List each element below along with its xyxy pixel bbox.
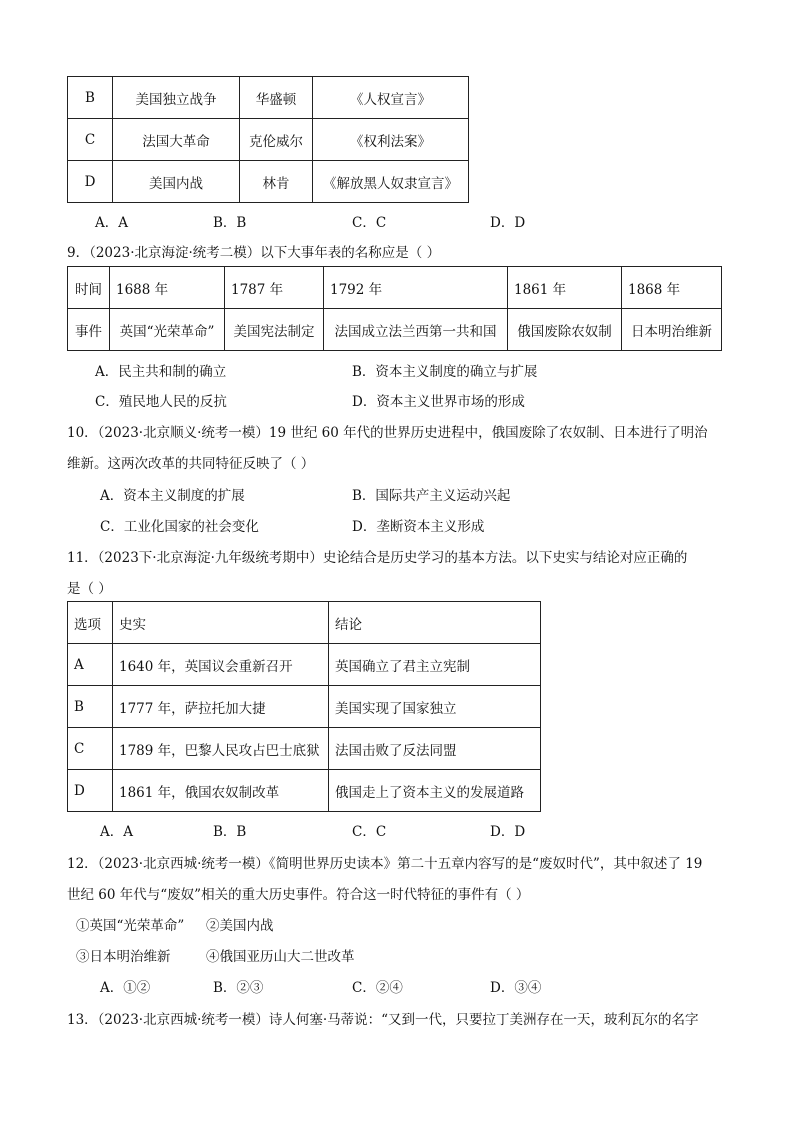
q8-table [67,76,469,203]
q9-table [67,266,722,351]
option-a[interactable]: A．民主共和制的确立 [95,364,227,380]
table-cell: 1868 年 [622,267,722,309]
q11-table [67,601,541,812]
option-b[interactable]: B．国际共产主义运动兴起 [352,488,511,504]
table-cell: C [68,119,113,161]
table-cell: 1640 年，英国议会重新召开 [113,644,329,686]
option-c[interactable]: C．②④ [352,980,403,996]
table-header-cell: 结论 [329,602,541,644]
option-b[interactable]: B．B [213,215,247,231]
option-c[interactable]: C．C [352,824,387,840]
table-cell: A [68,644,113,686]
table-cell: 英国“光荣革命” [110,309,225,351]
option-d[interactable]: D．③④ [490,980,542,996]
table-cell: 1789 年，巴黎人民攻占巴士底狱 [113,728,329,770]
table-cell: 华盛顿 [240,77,313,119]
table-cell: 美国内战 [113,161,240,203]
table-cell: 美国宪法制定 [225,309,324,351]
table-cell: 林肯 [240,161,313,203]
q12-item-1: ①英国“光荣革命” [76,918,185,934]
option-b[interactable]: B．②③ [213,980,264,996]
table-cell: 法国击败了反法同盟 [329,728,541,770]
table-cell: 《权利法案》 [313,119,469,161]
table-cell: B [68,686,113,728]
table-cell: 《解放黑人奴隶宣言》 [313,161,469,203]
table-cell: 克伦威尔 [240,119,313,161]
q10-stem-line2: 维新。这两次改革的共同特征反映了（ ） [67,456,315,472]
table-cell: 美国独立战争 [113,77,240,119]
table-cell: 1777 年，萨拉托加大捷 [113,686,329,728]
option-c[interactable]: C．C [352,215,387,231]
option-d[interactable]: D．垄断资本主义形成 [352,519,485,535]
table-cell: 法国成立法兰西第一共和国 [324,309,508,351]
option-c[interactable]: C．殖民地人民的反抗 [95,394,227,410]
option-d[interactable]: D．资本主义世界市场的形成 [352,394,525,410]
table-cell: 法国大革命 [113,119,240,161]
table-cell: D [68,770,113,812]
q12-item-2: ②美国内战 [206,918,274,934]
table-cell: 美国实现了国家独立 [329,686,541,728]
q10-stem-line1: 10．（2023·北京顺义·统考一模）19 世纪 60 年代的世界历史进程中，俄国废除了农奴制、日本进行了明治 [67,425,708,441]
table-cell: 1787 年 [225,267,324,309]
table-cell: 英国确立了君主立宪制 [329,644,541,686]
table-cell: 《人权宣言》 [313,77,469,119]
table-cell: 1861 年 [508,267,622,309]
option-a[interactable]: A．资本主义制度的扩展 [100,488,245,504]
option-d[interactable]: D．D [490,215,526,231]
option-a[interactable]: A．A [100,824,133,840]
table-cell: 事件 [68,309,110,351]
option-a[interactable]: A．A [95,215,128,231]
table-cell: 俄国走上了资本主义的发展道路 [329,770,541,812]
option-b[interactable]: B．B [213,824,247,840]
table-cell: 俄国废除农奴制 [508,309,622,351]
q9-stem: 9．（2023·北京海淀·统考二模）以下大事年表的名称应是（ ） [67,245,441,261]
q12-item-3: ③日本明治维新 [76,949,171,965]
table-header-cell: 选项 [68,602,113,644]
q11-stem-line1: 11．（2023下·北京海淀·九年级统考期中）史论结合是历史学习的基本方法。以下史实与结论对应正确的 [67,550,688,566]
table-cell: 日本明治维新 [622,309,722,351]
q11-stem-line2: 是（ ） [67,581,112,597]
table-cell: 1688 年 [110,267,225,309]
table-cell: 时间 [68,267,110,309]
option-b[interactable]: B．资本主义制度的确立与扩展 [352,364,538,380]
table-header-cell: 史实 [113,602,329,644]
table-cell: C [68,728,113,770]
q12-stem-line2: 世纪 60 年代与“废奴”相关的重大历史事件。符合这一时代特征的事件有（ ） [67,887,530,903]
q13-stem-line1: 13．（2023·北京西城·统考一模）诗人何塞·马蒂说：“又到一代，只要拉丁美洲存在一天，玻利瓦尔的名字 [67,1012,699,1028]
option-c[interactable]: C．工业化国家的社会变化 [100,519,259,535]
table-cell: B [68,77,113,119]
table-cell: D [68,161,113,203]
option-a[interactable]: A．①② [100,980,151,996]
q12-item-4: ④俄国亚历山大二世改革 [206,949,355,965]
option-d[interactable]: D．D [490,824,526,840]
table-cell: 1792 年 [324,267,508,309]
q12-stem-line1: 12．（2023·北京西城·统考一模）《简明世界历史读本》第二十五章内容写的是“废奴时代”，其中叙述了 19 [67,856,703,872]
table-cell: 1861 年，俄国农奴制改革 [113,770,329,812]
